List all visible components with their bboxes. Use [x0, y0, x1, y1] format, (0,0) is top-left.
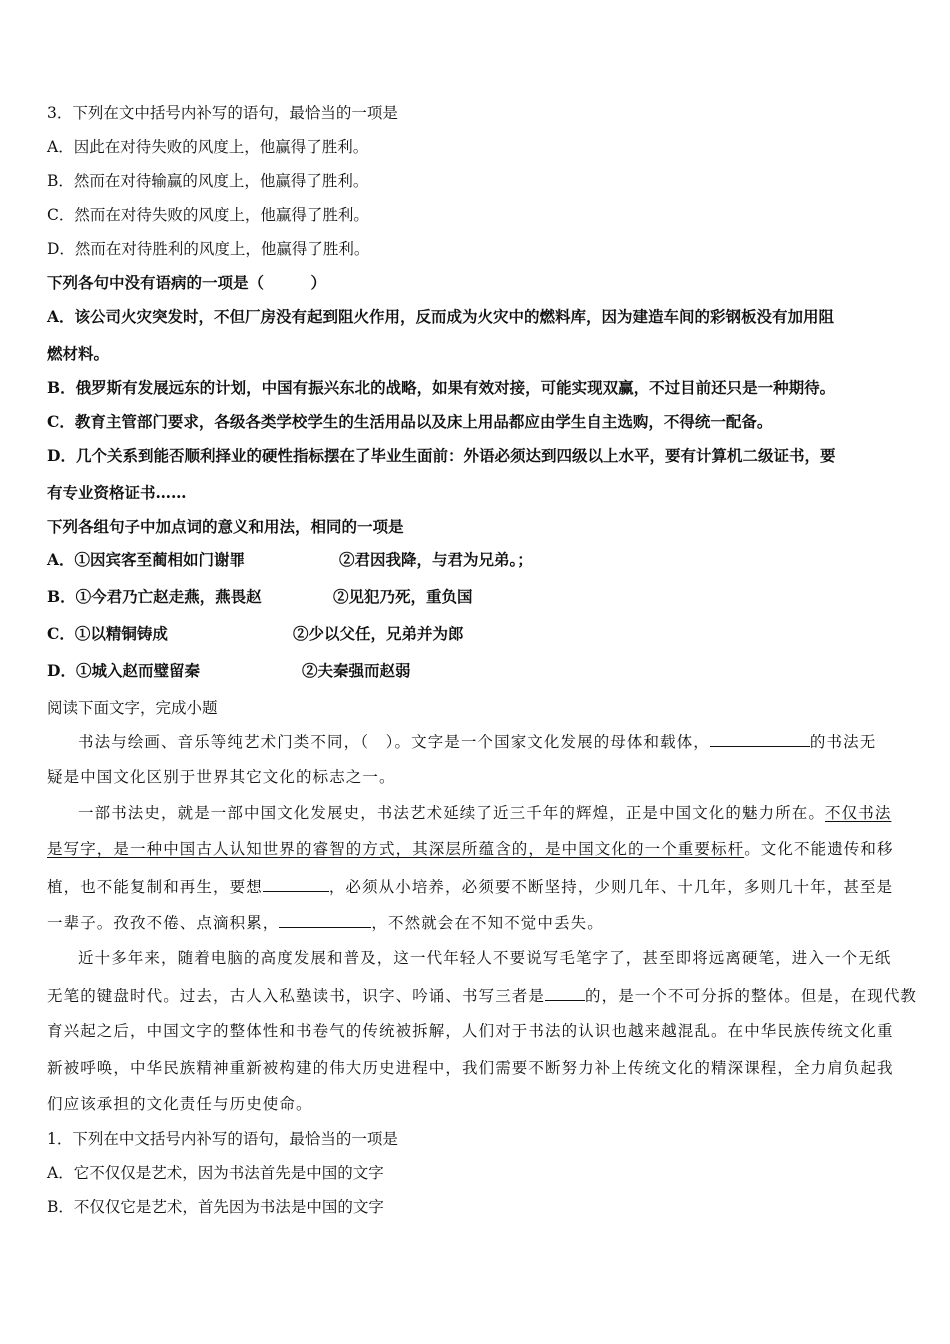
q1-option-b: B．不仅仅它是艺术，首先因为书法是中国的文字: [47, 1198, 384, 1216]
fill-blank-1: [710, 731, 810, 747]
q3-stem: 3．下列在文中括号内补写的语句，最恰当的一项是: [47, 104, 398, 122]
passage-p1-line1: 书法与绘画、音乐等纯艺术门类不同，（ ）。文字是一个国家文化发展的母体和载体， 的书法无: [78, 733, 877, 751]
grammar-option-d-line2: 有专业资格证书……: [47, 483, 187, 502]
underlined-sentence-part2: 是写字，是一种中国古人认知世界的睿智的方式，其深层所蕴含的，是中国文化的一个重要标杆: [47, 840, 745, 858]
passage-p3-line3: 育兴起之后，中国文字的整体性和书卷气的传统被拆解，人们对于书法的认识也越来越混乱。在中华民族传统文化重: [47, 1022, 894, 1040]
q3-option-b: B．然而在对待输赢的风度上，他赢得了胜利。: [47, 172, 369, 190]
words-c-right: ②少以父任，兄弟并为郎: [293, 624, 464, 643]
words-a-right: ②君因我降，与君为兄弟。；: [339, 550, 533, 569]
grammar-option-c: C．教育主管部门要求，各级各类学校学生的生活用品以及床上用品都应由学生自主选购，不得统一配备。: [47, 412, 773, 431]
words-option-c: [47, 624, 464, 644]
passage-p2-line4: 一辈子。孜孜不倦、点滴积累， ，不然就会在不知不觉中丢失。: [47, 914, 604, 932]
passage-p2-line2: 是写字，是一种中国古人认知世界的睿智的方式，其深层所蕴含的，是中国文化的一个重要标杆。文化不能遗传和移: [47, 840, 894, 858]
grammar-option-a-line1: A．该公司火灾突发时，不但厂房没有起到阻火作用，反而成为火灾中的燃料库，因为建造车间的彩钢板没有加用阻: [47, 307, 835, 326]
grammar-option-d-line1: D．几个关系到能否顺利择业的硬性指标摆在了毕业生面前：外语必须达到四级以上水平，要有计算机二级证书，要: [47, 446, 836, 465]
q3-option-d: D．然而在对待胜利的风度上，他赢得了胜利。: [47, 240, 370, 258]
passage-p3-line1: 近十多年来，随着电脑的高度发展和普及，这一代年轻人不要说写毛笔字了，甚至即将远离硬笔，进入一个无纸: [78, 949, 892, 967]
q1-stem: 1．下列在中文括号内补写的语句，最恰当的一项是: [47, 1130, 398, 1148]
q1-option-a: A．它不仅仅是艺术，因为书法首先是中国的文字: [47, 1164, 384, 1182]
words-option-b: [47, 587, 473, 607]
reading-intro: 阅读下面文字，完成小题: [47, 699, 218, 717]
words-stem: 下列各组句子中加点词的意义和用法，相同的一项是: [47, 517, 404, 536]
passage-p3-line4: 新被呼唤，中华民族精神重新被构建的伟大历史进程中，我们需要不断努力补上传统文化的精深课程，全力肩负起我: [47, 1059, 894, 1077]
words-d-right: ②夫秦强而赵弱: [302, 661, 411, 680]
grammar-option-b: B．俄罗斯有发展远东的计划，中国有振兴东北的战略，如果有效对接，可能实现双赢，不过目前还只是一种期待。: [47, 378, 836, 397]
passage-p2-line3: 植，也不能复制和再生，要想 ，必须从小培养，必须要不断坚持，少则几年、十几年，多则几十年，甚至是: [47, 878, 894, 896]
words-option-d: [47, 661, 411, 681]
fill-blank-2: [263, 876, 329, 892]
passage-p1-line2: 疑是中国文化区别于世界其它文化的标志之一。: [47, 768, 396, 786]
fill-blank-3: [279, 912, 371, 928]
q3-option-a: A．因此在对待失败的风度上，他赢得了胜利。: [47, 138, 369, 156]
words-d-left: D．①城入赵而璧留秦: [47, 661, 200, 680]
words-option-a: [47, 550, 533, 570]
grammar-stem: 下列各句中没有语病的一项是（ ）: [47, 273, 327, 292]
passage-p3-line5: 们应该承担的文化责任与历史使命。: [47, 1095, 313, 1113]
q3-option-c: C．然而在对待失败的风度上，他赢得了胜利。: [47, 206, 369, 224]
words-b-right: ②见犯乃死，重负国: [333, 587, 473, 606]
fill-blank-4: [545, 985, 585, 1001]
underlined-sentence-part1: 不仅书法: [825, 804, 892, 822]
words-b-left: B．①今君乃亡赵走燕，燕畏赵: [47, 587, 262, 606]
words-a-left: A．①因宾客至蔺相如门谢罪: [47, 550, 246, 569]
passage-p2-line1: 一部书法史，就是一部中国文化发展史，书法艺术延续了近三千年的辉煌，正是中国文化的魅力所在。不仅书法: [78, 804, 892, 822]
words-c-left: C．①以精铜铸成: [47, 624, 168, 643]
grammar-option-a-line2: 燃材料。: [47, 344, 110, 363]
passage-p3-line2: 无笔的键盘时代。过去，古人入私塾读书，识字、吟诵、书写三者是 的，是一个不可分拆的整体。但是，在现代教: [47, 987, 918, 1005]
